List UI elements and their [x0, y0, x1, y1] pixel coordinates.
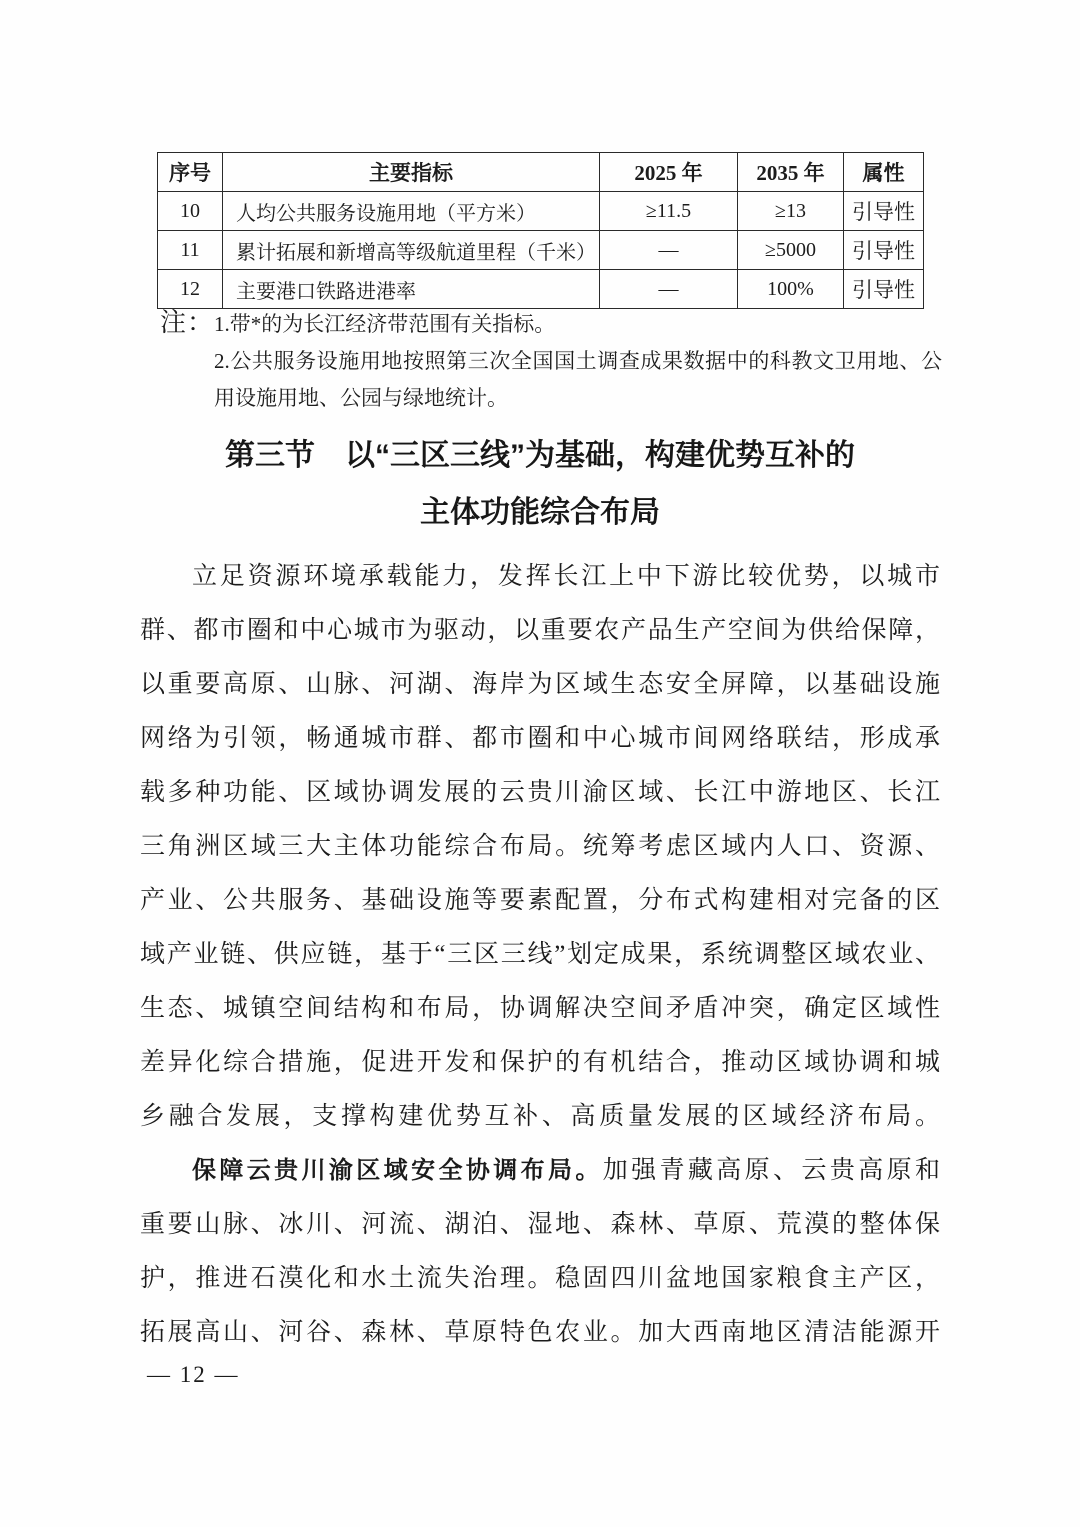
paragraph-lead-bold: 保障云贵川渝区域安全协调布局。 [192, 1157, 603, 1184]
paragraph-line: 生态、城镇空间结构和布局，协调解决空间矛盾冲突，确定区域性 [140, 995, 940, 1022]
table-header-row [158, 153, 924, 192]
section-heading [140, 427, 940, 541]
paragraph-line: 立足资源环境承载能力，发挥长江上中下游比较优势，以城市 [192, 563, 940, 590]
paragraph-line: 重要山脉、冰川、河流、湖泊、湿地、森林、草原、荒漠的整体保 [140, 1211, 940, 1238]
paragraph-line: 以重要高原、山脉、河湖、海岸为区域生态安全屏障，以基础设施 [140, 671, 940, 698]
cell-2025: — [600, 270, 738, 309]
section-heading-line-1: 第三节 以“三区三线”为基础，构建优势互补的 [225, 439, 855, 472]
paragraph-line: 拓展高山、河谷、森林、草原特色农业。加大西南地区清洁能源开 [140, 1319, 940, 1346]
cell-2035: ≥13 [738, 192, 844, 231]
paragraph-line: 护，推进石漠化和水土流失治理。稳固四川盆地国家粮食主产区， [140, 1265, 940, 1292]
cell-indicator: 人均公共服务设施用地（平方米） [223, 192, 600, 231]
table-row [158, 192, 924, 231]
table-row [158, 270, 924, 309]
paragraph-line: 产业、公共服务、基础设施等要素配置，分布式构建相对完备的区 [140, 887, 940, 914]
paragraph-line: 网络为引领，畅通城市群、都市圈和中心城市间网络联结，形成承 [140, 725, 940, 752]
column-header-2035: 2035 年 [738, 153, 844, 192]
paragraph-lead-rest: 加强青藏高原、云贵高原和 [602, 1157, 940, 1184]
indicator-table [157, 152, 924, 309]
paragraph-line: 乡融合发展，支撑构建优势互补、高质量发展的区域经济布局。 [140, 1103, 940, 1130]
cell-attr: 引导性 [844, 270, 924, 309]
cell-2025: ≥11.5 [600, 192, 738, 231]
paragraph-line: 差异化综合措施，促进开发和保护的有机结合，推动区域协调和城 [140, 1049, 940, 1076]
note-item-2: 2.公共服务设施用地按照第三次全国国土调查成果数据中的科教文卫用地、公用设施用地、公园与绿地统计。 [214, 349, 942, 410]
column-header-indicator: 主要指标 [223, 153, 600, 192]
body-text [140, 550, 940, 1360]
cell-2035: 100% [738, 270, 844, 309]
cell-no: 11 [158, 231, 223, 270]
cell-2035: ≥5000 [738, 231, 844, 270]
section-heading-line-2: 主体功能综合布局 [420, 496, 660, 529]
column-header-attr: 属性 [844, 153, 924, 192]
table-notes [160, 306, 942, 417]
paragraph-line [140, 1144, 940, 1198]
cell-indicator: 主要港口铁路进港率 [223, 270, 600, 309]
cell-attr: 引导性 [844, 231, 924, 270]
column-header-2025: 2025 年 [600, 153, 738, 192]
paragraph-line: 三角洲区域三大主体功能综合布局。统筹考虑区域内人口、资源、 [140, 833, 940, 860]
paragraph-line: 群、都市圈和中心城市为驱动，以重要农产品生产空间为供给保障， [140, 617, 940, 644]
cell-attr: 引导性 [844, 192, 924, 231]
note-item-1: 1.带*的为长江经济带范围有关指标。 [214, 312, 556, 336]
cell-no: 10 [158, 192, 223, 231]
cell-2025: — [600, 231, 738, 270]
notes-body [214, 306, 942, 417]
table-row [158, 231, 924, 270]
notes-label: 注： [160, 308, 215, 337]
cell-no: 12 [158, 270, 223, 309]
paragraph-line: 载多种功能、区域协调发展的云贵川渝区域、长江中游地区、长江 [140, 779, 940, 806]
cell-indicator: 累计拓展和新增高等级航道里程（千米） [223, 231, 600, 270]
page-number: — 12 — [147, 1362, 240, 1387]
paragraph-line: 域产业链、供应链，基于“三区三线”划定成果，系统调整区域农业、 [140, 941, 940, 968]
column-header-no: 序号 [158, 153, 223, 192]
